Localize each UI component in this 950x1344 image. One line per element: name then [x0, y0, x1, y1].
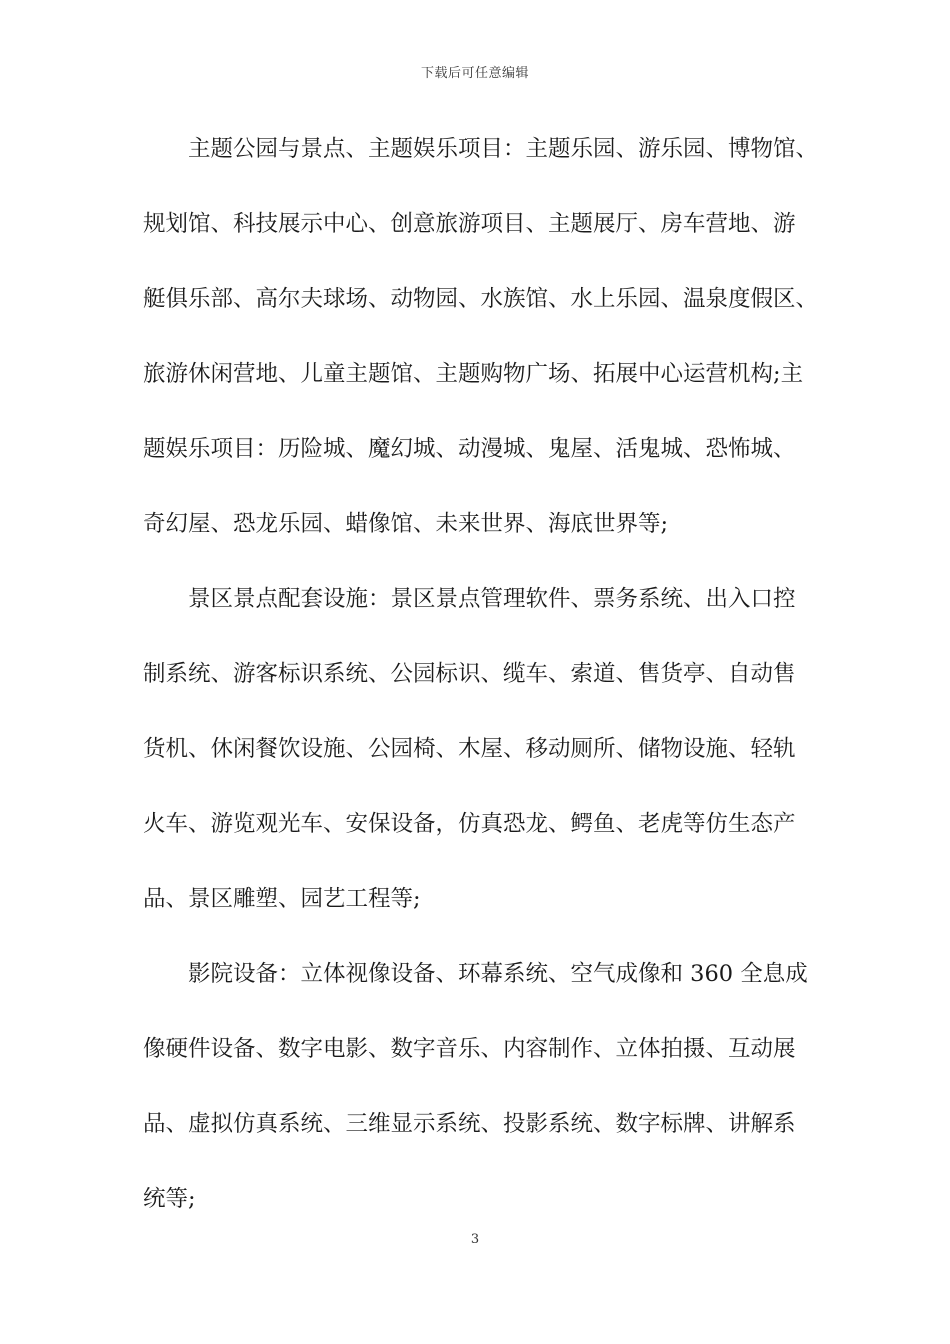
paragraph-cinema-equipment	[143, 937, 828, 1237]
text-line: 艇俱乐部、高尔夫球场、动物园、水族馆、水上乐园、温泉度假区、	[143, 286, 819, 312]
text-line: 旅游休闲营地、儿童主题馆、主题购物广场、拓展中心运营机构;主	[143, 361, 804, 387]
text-line: 像硬件设备、数字电影、数字音乐、内容制作、立体拍摄、互动展	[143, 1036, 796, 1062]
text-line: 火车、游览观光车、安保设备，仿真恐龙、鳄鱼、老虎等仿生态产	[143, 811, 796, 837]
text-line: 品、虚拟仿真系统、三维显示系统、投影系统、数字标牌、讲解系	[143, 1111, 796, 1137]
text-line: 规划馆、科技展示中心、创意旅游项目、主题展厅、房车营地、游	[143, 211, 796, 237]
page-header: 下载后可任意编辑	[420, 66, 529, 81]
text-line: 景区景点配套设施：景区景点管理软件、票务系统、出入口控	[188, 586, 796, 612]
page-number: 3	[470, 1232, 480, 1247]
document-body	[143, 112, 828, 1237]
text-line: 制系统、游客标识系统、公园标识、缆车、索道、售货亭、自动售	[143, 661, 796, 687]
text-line: 统等;	[143, 1186, 196, 1212]
text-line: 题娱乐项目：历险城、魔幻城、动漫城、鬼屋、活鬼城、恐怖城、	[143, 436, 796, 462]
text-line: 影院设备：立体视像设备、环幕系统、空气成像和 360 全息成	[188, 961, 808, 987]
paragraph-scenic-facilities	[143, 562, 828, 937]
text-line: 主题公园与景点、主题娱乐项目：主题乐园、游乐园、博物馆、	[188, 136, 819, 162]
text-line: 奇幻屋、恐龙乐园、蜡像馆、未来世界、海底世界等;	[143, 511, 669, 537]
text-line: 货机、休闲餐饮设施、公园椅、木屋、移动厕所、储物设施、轻轨	[143, 736, 796, 762]
text-line: 品、景区雕塑、园艺工程等;	[143, 886, 421, 912]
paragraph-theme-parks	[143, 112, 828, 562]
